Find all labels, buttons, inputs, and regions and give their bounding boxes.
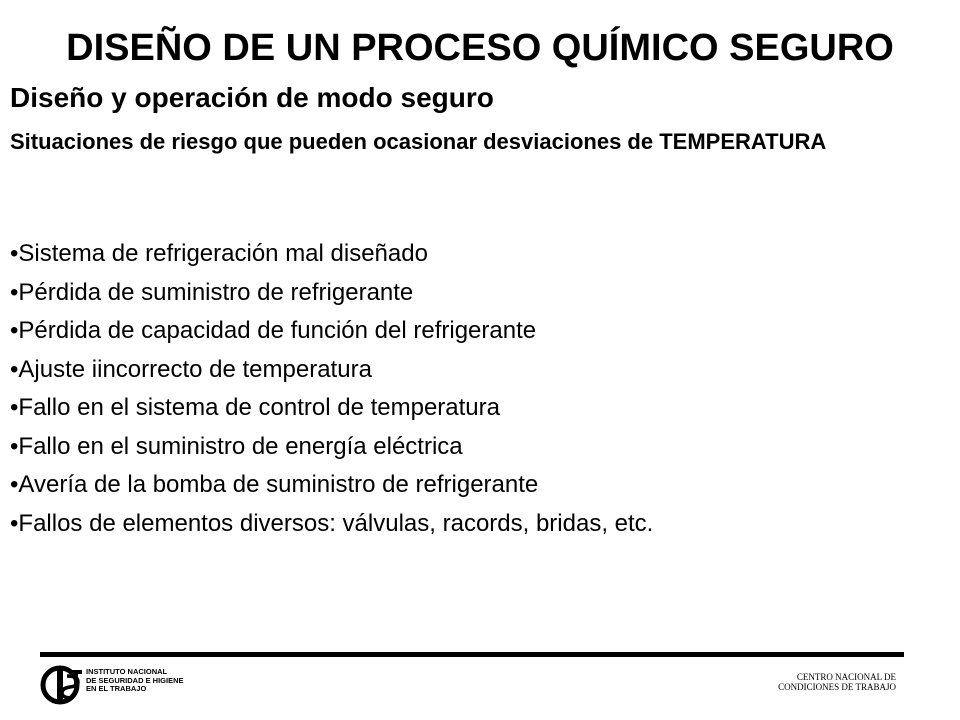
centro-label [778,672,896,692]
institute-name-line: EN EL TRABAJO [86,684,147,693]
list-item: •Sistema de refrigeración mal diseñado [10,240,428,267]
centro-label-line: CENTRO NACIONAL DE [796,672,896,682]
list-item: •Pérdida de suministro de refrigerante [10,278,414,306]
list-item: •Fallos de elementos diversos: válvulas, racords, bridas, etc. [10,509,654,537]
institute-name-line: INSTITUTO NACIONAL [86,667,168,676]
list-item: •Fallo en el suministro de energía eléctrica [10,432,463,460]
list-item: •Avería de la bomba de suministro de refrigerante [10,471,539,498]
institute-name [86,668,184,694]
slide-title: DISEÑO DE UN PROCESO QUÍMICO SEGURO [66,27,894,69]
institute-name-line: DE SEGURIDAD E HIGIENE [86,675,184,685]
risk-list [10,235,653,543]
insht-emblem-icon [40,664,84,706]
institute-logo [40,664,190,706]
intro-text: Situaciones de riesgo que pueden ocasionar desviaciones de TEMPERATURA [10,129,827,154]
slide-subtitle: Diseño y operación de modo seguro [10,82,494,113]
list-item: •Fallo en el sistema de control de temperatura [10,394,500,421]
footer-divider [40,652,904,657]
centro-label-line: CONDICIONES DE TRABAJO [778,682,896,692]
list-item: •Pérdida de capacidad de función del refrigerante [10,317,537,344]
list-item: •Ajuste iincorrecto de temperatura [10,355,372,383]
